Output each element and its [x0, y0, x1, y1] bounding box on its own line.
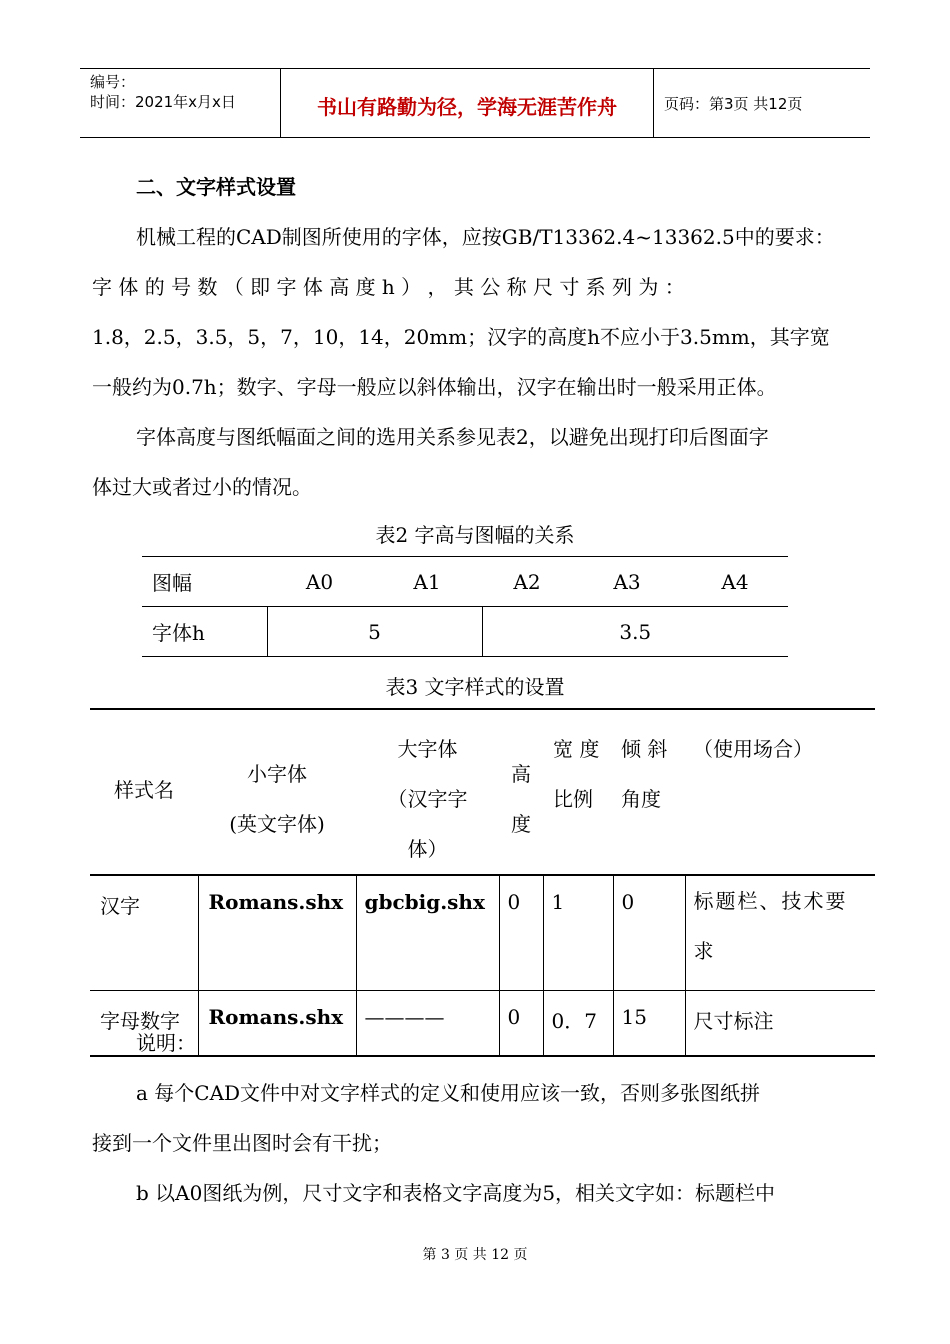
- notes-title: 说明：: [136, 1031, 196, 1055]
- header-oblique-angle: 角度: [621, 787, 661, 811]
- table-header-cell: [198, 709, 356, 875]
- paragraph-line: 一般约为0.7h；数字、字母一般应以斜体输出，汉字在输出时一般采用正体。: [92, 375, 777, 399]
- table-cell: 尺寸标注: [685, 991, 875, 1057]
- header-usage: （使用场合）: [693, 737, 813, 761]
- paragraph-line: 机械工程的CAD制图所使用的字体，应按GB/T13362.4~13362.5中的要求：: [136, 225, 835, 249]
- table-cell: 图幅: [142, 557, 267, 607]
- header-motto: 书山有路勤为径，学海无涯苦作舟: [317, 95, 617, 119]
- header-width-ratio: 宽 度: [553, 737, 600, 761]
- table2-caption: 表2 字高与图幅的关系: [375, 523, 575, 547]
- table-cell: A3: [572, 557, 682, 607]
- table-row: [142, 557, 788, 607]
- font-height-table: [142, 556, 788, 657]
- header-big-font-note: 体）: [407, 837, 448, 861]
- table-cell: A1: [372, 557, 482, 607]
- header-height: 高: [511, 762, 531, 786]
- table-cell: [685, 875, 875, 991]
- document-number-label: 编号：: [90, 73, 136, 91]
- usage-text: 求: [693, 939, 714, 963]
- paragraph-line: 字 体 的 号 数 （ 即 字 体 高 度 h ） ， 其 公 称 尺 寸 系 列 为 ：: [92, 275, 685, 299]
- table-cell: A0: [267, 557, 372, 607]
- header-small-font: 小字体: [247, 762, 307, 786]
- header-page-info: 页码：第3页 共12页: [664, 95, 803, 113]
- table-cell: 汉字: [90, 875, 198, 991]
- usage-text: 标题栏、技术要: [693, 889, 848, 913]
- table-cell: 0: [499, 991, 543, 1057]
- table-cell: 0: [499, 875, 543, 991]
- section-title: 二、文字样式设置: [136, 175, 296, 199]
- note-line: a 每个CAD文件中对文字样式的定义和使用应该一致，否则多张图纸拼: [136, 1081, 761, 1105]
- table-cell: gbcbig.shx: [356, 875, 499, 991]
- header-oblique-angle: 倾 斜: [621, 737, 668, 761]
- header-big-font-note: （汉字字: [387, 787, 468, 811]
- header-motto-cell: [281, 69, 654, 137]
- page-header: [80, 68, 870, 138]
- table-cell: ————: [356, 991, 499, 1057]
- table-cell: 0．7: [543, 991, 613, 1057]
- paragraph-line: 字体高度与图纸幅面之间的选用关系参见表2，以避免出现打印后图面字: [136, 425, 769, 449]
- header-style-name: 样式名: [114, 778, 174, 802]
- header-height: 度: [511, 812, 531, 836]
- note-line: 接到一个文件里出图时会有干扰；: [92, 1131, 392, 1155]
- table-cell: 字体h: [142, 607, 267, 657]
- table-row: [142, 607, 788, 657]
- header-big-font: 大字体: [397, 737, 458, 761]
- note-line: b 以A0图纸为例，尺寸文字和表格文字高度为5，相关文字如：标题栏中: [136, 1181, 776, 1205]
- table-header-cell: [685, 709, 875, 875]
- paragraph-line: 体过大或者过小的情况。: [92, 475, 312, 499]
- table-header-cell: [90, 709, 198, 875]
- header-small-font-note: (英文字体): [229, 812, 325, 836]
- table-row: [90, 875, 875, 991]
- text-style-table: [90, 708, 875, 1057]
- table-row: [90, 991, 875, 1057]
- header-width-ratio: 比例: [553, 787, 593, 811]
- table-cell: 0: [613, 875, 685, 991]
- paragraph-line: 1.8，2.5，3.5，5，7，10，14，20mm；汉字的高度h不应小于3.5mm，其字宽: [92, 325, 830, 349]
- table-cell: Romans.shx: [198, 991, 356, 1057]
- table-cell: 5: [267, 607, 482, 657]
- table-cell: A2: [482, 557, 572, 607]
- table-header-cell: [543, 709, 613, 875]
- table-cell: Romans.shx: [198, 875, 356, 991]
- table-cell: 3.5: [482, 607, 788, 657]
- page-footer: 第 3 页 共 12 页: [422, 1247, 528, 1263]
- table-cell: 字母数字: [90, 991, 198, 1057]
- document-time-label: 时间：2021年x月x日: [90, 93, 236, 111]
- header-meta-cell: [80, 69, 281, 137]
- table-header-cell: [613, 709, 685, 875]
- table-cell: A4: [682, 557, 788, 607]
- header-page-cell: [654, 69, 870, 137]
- table-cell: 1: [543, 875, 613, 991]
- table-header-row: [90, 709, 875, 875]
- table-header-cell: [356, 709, 499, 875]
- table-cell: 15: [613, 991, 685, 1057]
- table-header-cell: [499, 709, 543, 875]
- table3-caption: 表3 文字样式的设置: [385, 675, 565, 699]
